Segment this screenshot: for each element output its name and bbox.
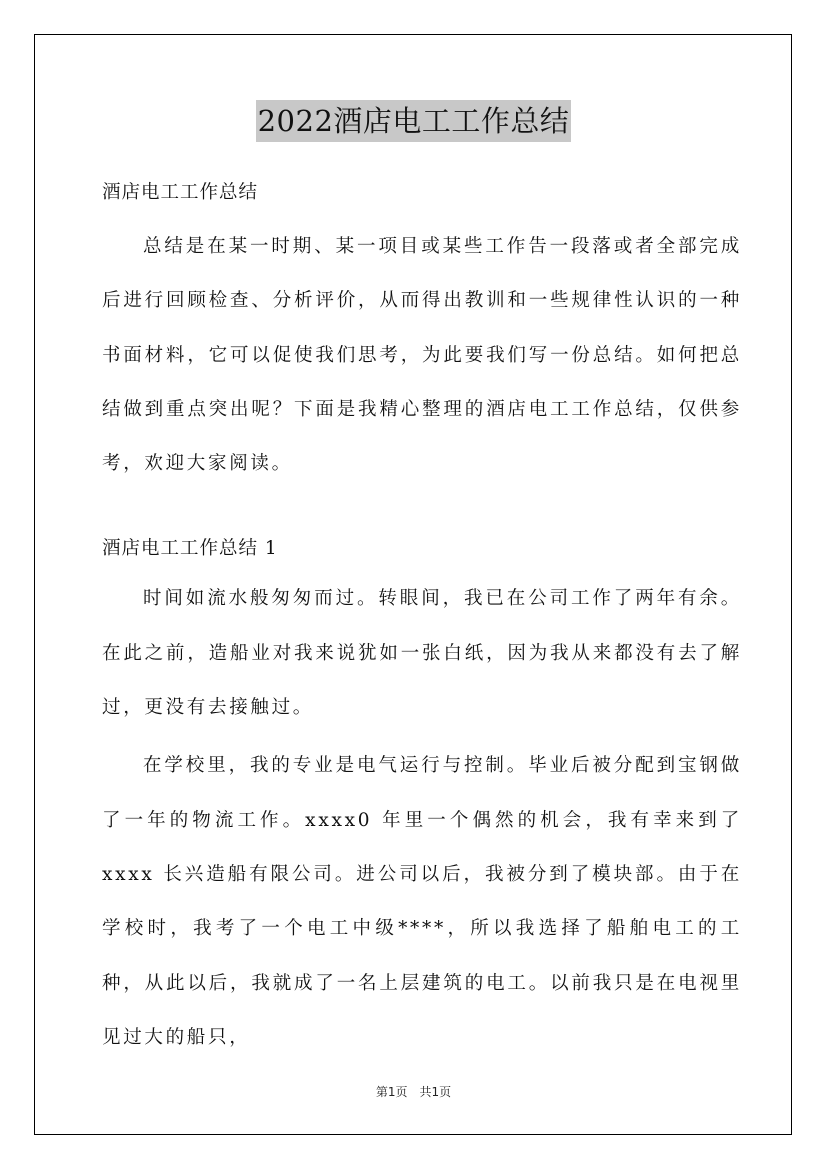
document-body <box>102 170 742 1065</box>
title-container <box>0 100 827 142</box>
body-paragraph-1: 时间如流水般匆匆而过。转眼间，我已在公司工作了两年有余。在此之前，造船业对我来说犹如一张白纸，因为我从来都没有去了解过，更没有去接触过。 <box>102 588 742 719</box>
section-heading: 酒店电工工作总结 <box>102 182 259 203</box>
page-footer: 第1页 共1页 <box>375 1085 452 1099</box>
document-title: 2022酒店电工工作总结 <box>256 100 572 142</box>
body-paragraph-2: 在学校里，我的专业是电气运行与控制。毕业后被分配到宝钢做了一年的物流工作。xxxx0 年里一个偶然的机会，我有幸来到了 xxxx 长兴造船有限公司。进公司以后，我被分到了模块部。由于在学校时，我考了一个电工中级****，所以我选择了船舶电工的工种，从此以后，我就成了一名上层建筑的电工。以前我只是在电视里见过大的船只， <box>102 755 742 1048</box>
section-heading-1: 酒店电工工作总结 1 <box>102 538 278 560</box>
intro-paragraph: 总结是在某一时期、某一项目或某些工作告一段落或者全部完成后进行回顾检查、分析评价，从而得出教训和一些规律性认识的一种书面材料，它可以促使我们思考，为此要我们写一份总结。如何把总结做到重点突出呢？下面是我精心整理的酒店电工工作总结，仅供参考，欢迎大家阅读。 <box>102 236 742 475</box>
